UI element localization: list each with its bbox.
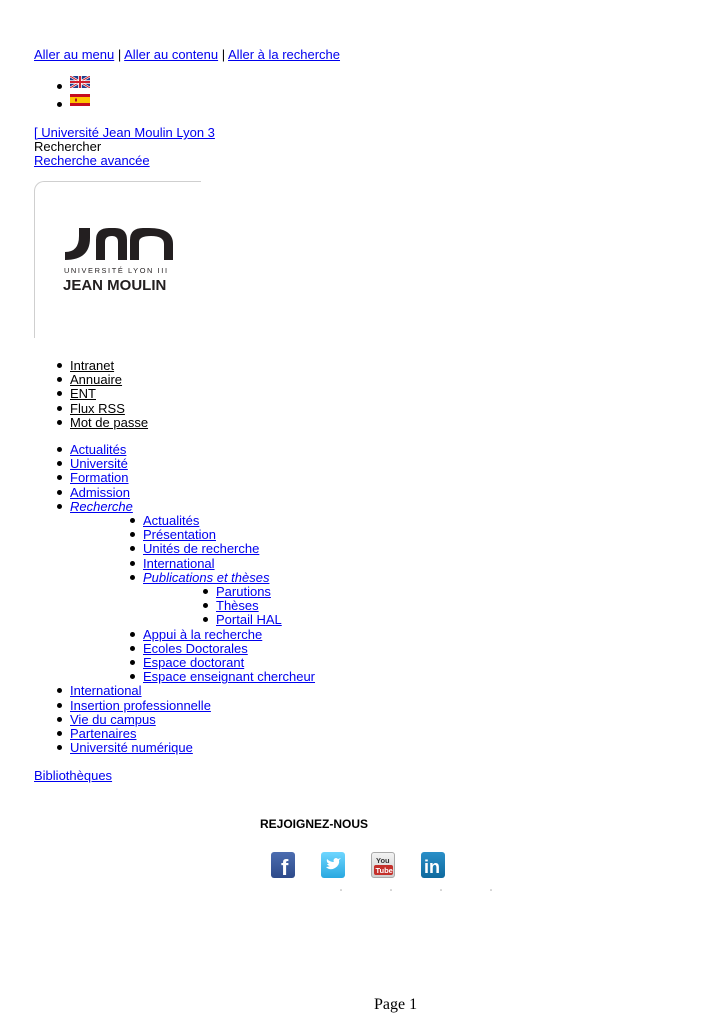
ent-link[interactable]: ENT <box>70 386 96 402</box>
facebook-glyph-text: f <box>281 855 289 878</box>
facebook-glyph <box>271 852 295 878</box>
youtube-icon[interactable] <box>371 852 395 878</box>
recherche-submenu <box>107 514 315 684</box>
sub-link-enseignant[interactable]: Espace enseignant chercheur <box>143 669 316 685</box>
nav-item <box>34 684 315 698</box>
linkedin-glyph-text: in <box>424 857 440 877</box>
library-link[interactable]: Bibliothèques <box>34 768 113 783</box>
nav-item <box>34 699 315 713</box>
sub-item <box>107 542 315 556</box>
nav-link-partenaires[interactable]: Partenaires <box>70 726 137 742</box>
nav-link-insertion[interactable]: Insertion professionnelle <box>70 697 211 713</box>
tools-item <box>34 387 148 401</box>
sub2-link-parutions[interactable]: Parutions <box>216 584 271 600</box>
tools-item <box>34 359 148 373</box>
nav-link-international[interactable]: International <box>70 683 142 699</box>
linkedin-icon[interactable] <box>421 852 445 878</box>
english-flag-icon[interactable] <box>70 76 90 88</box>
library-section <box>34 769 112 783</box>
logo-line-1: UNIVERSITÉ LYON III <box>64 266 169 275</box>
sub-link-ecoles[interactable]: Ecoles Doctorales <box>143 640 248 656</box>
sub-item <box>107 628 315 642</box>
tools-item <box>34 402 148 416</box>
logo-line-2: JEAN MOULIN <box>63 277 167 294</box>
logo-container <box>34 181 201 338</box>
english-link[interactable] <box>70 77 90 92</box>
language-item-spanish <box>34 94 90 112</box>
main-navigation <box>34 443 315 755</box>
nav-link-admission[interactable]: Admission <box>70 484 130 500</box>
sub2-item <box>180 585 315 599</box>
sub2-item <box>180 599 315 613</box>
sub2-link-hal[interactable]: Portail HAL <box>216 612 282 628</box>
university-logo[interactable] <box>63 226 175 296</box>
tools-list <box>34 359 148 430</box>
nav-item <box>34 486 315 500</box>
social-dots <box>339 889 499 891</box>
twitter-bird <box>321 852 345 878</box>
language-list <box>34 76 90 112</box>
tools-item <box>34 416 148 430</box>
youtube-glyph <box>372 853 396 879</box>
nav-item <box>34 443 315 457</box>
nav-link-recherche-label: Recherche <box>70 498 133 514</box>
sub-item-publications <box>107 571 315 628</box>
skip-to-search-link[interactable]: Aller à la recherche <box>228 47 341 62</box>
spanish-flag-icon[interactable] <box>70 94 90 106</box>
social-heading: REJOIGNEZ-NOUS <box>260 817 369 831</box>
sub-item <box>107 642 315 656</box>
facebook-icon[interactable] <box>271 852 295 878</box>
spanish-link[interactable] <box>70 95 90 110</box>
social-icons <box>271 852 491 880</box>
youtube-top-text: You <box>376 856 390 865</box>
nav-item <box>34 727 315 741</box>
advanced-search-link[interactable]: Recherche avancée <box>34 153 150 168</box>
sub-link-appui[interactable]: Appui à la recherche <box>143 626 263 642</box>
search-label: Rechercher <box>34 139 102 154</box>
sub-link-international[interactable]: International <box>143 555 215 571</box>
separator: | <box>117 47 122 62</box>
password-link[interactable]: Mot de passe <box>70 414 149 430</box>
sub-item <box>107 514 315 528</box>
youtube-bottom-text: Tube <box>375 866 393 875</box>
sub-link-actualites[interactable]: Actualités <box>143 513 200 529</box>
logo-mark <box>65 228 173 260</box>
sub-link-doctorant[interactable]: Espace doctorant <box>143 655 245 671</box>
nav-item <box>34 741 315 755</box>
nav-item-recherche <box>34 500 315 685</box>
publications-submenu <box>180 585 315 628</box>
nav-link-universite[interactable]: Université <box>70 456 128 472</box>
sub2-link-theses[interactable]: Thèses <box>216 598 259 614</box>
home-link[interactable]: [ Université Jean Moulin Lyon 3 <box>34 125 215 140</box>
language-item-english <box>34 76 90 94</box>
sub-item <box>107 528 315 542</box>
sub-item <box>107 557 315 571</box>
sub-link-publications-label: Publications et thèses <box>143 569 270 585</box>
skip-to-menu-link[interactable]: Aller au menu <box>34 47 115 62</box>
separator: | <box>221 47 226 62</box>
sub2-item <box>180 613 315 627</box>
skip-to-content-link[interactable]: Aller au contenu <box>124 47 219 62</box>
nav-link-formation[interactable]: Formation <box>70 470 129 486</box>
nav-link-campus[interactable]: Vie du campus <box>70 711 156 727</box>
tools-item <box>34 373 148 387</box>
linkedin-glyph <box>421 852 445 878</box>
nav-link-actualites[interactable]: Actualités <box>70 442 127 457</box>
sub-link-presentation[interactable]: Présentation <box>143 527 216 543</box>
sub-item <box>107 670 315 684</box>
intranet-link[interactable]: Intranet <box>70 358 115 373</box>
site-links <box>34 126 215 168</box>
nav-item <box>34 457 315 471</box>
nav-link-recherche[interactable] <box>70 499 133 514</box>
sub-item <box>107 656 315 670</box>
nav-item <box>34 713 315 727</box>
sub-link-publications[interactable] <box>143 570 269 585</box>
nav-item <box>34 471 315 485</box>
twitter-icon[interactable] <box>321 852 345 878</box>
page-number: Page 1 <box>374 996 418 1013</box>
directory-link[interactable]: Annuaire <box>70 372 123 388</box>
sub-link-unites[interactable]: Unités de recherche <box>143 541 260 557</box>
rss-link[interactable]: Flux RSS <box>70 400 125 416</box>
skip-links <box>34 47 340 63</box>
nav-link-numerique[interactable]: Université numérique <box>70 740 193 756</box>
